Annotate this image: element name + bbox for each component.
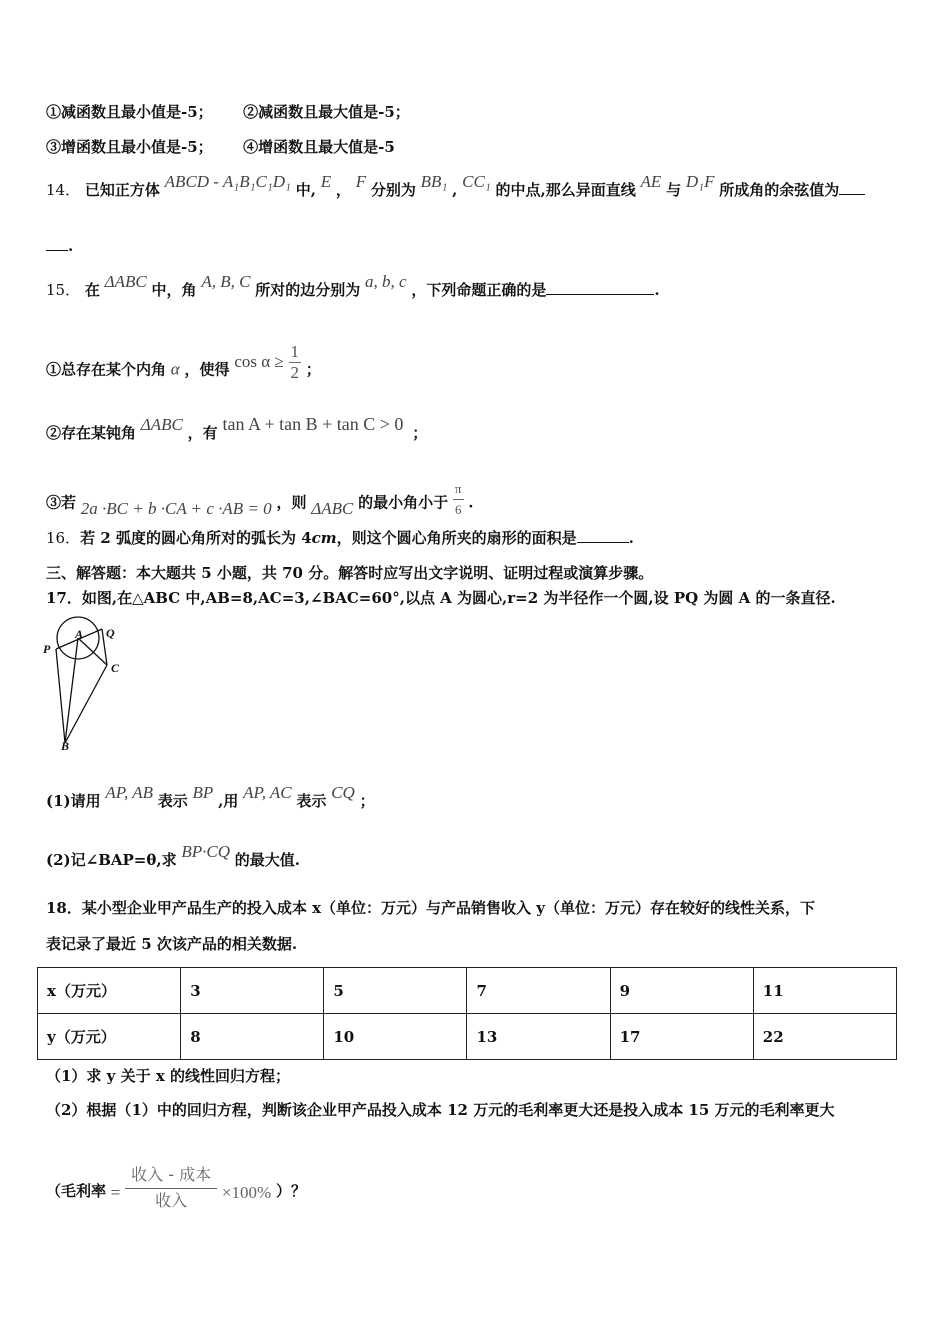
math-ap-ac: AP, AC (243, 783, 292, 802)
segment-ab (65, 638, 78, 743)
s3-end: . (468, 493, 474, 512)
s2-end: ； (412, 424, 428, 442)
table-cell: 22 (753, 1014, 896, 1060)
q15-tail: . (654, 281, 660, 299)
table-cell: 7 (467, 968, 610, 1014)
segment-pb (56, 649, 65, 743)
question-18-line-1: 18．某小型企业甲产品生产的投入成本 x（单位：万元）与产品销售收入 y（单位：万元）存在较好的线性关系，下 (46, 899, 815, 917)
q16-unit: cm (311, 529, 337, 547)
frac-num: π (453, 479, 464, 500)
frac-num: 1 (290, 342, 299, 361)
q13-option-2: ②减函数且最大值是-5； (243, 103, 410, 121)
answer-blank (46, 236, 68, 251)
q14-text: 的中点,那么异面直线 (495, 181, 636, 199)
q13-option-3-4 (46, 137, 395, 157)
formula-fraction (125, 1165, 217, 1211)
math-e: E (320, 172, 332, 191)
q13-option-3: ③增函数且最小值是-5； (46, 138, 213, 156)
q15-statement-2 (46, 414, 428, 443)
fraction-pi-over-6 (453, 479, 464, 520)
table-row (38, 1014, 897, 1060)
math-cq: CQ (331, 783, 355, 802)
q15-text: 中，角 (151, 281, 197, 299)
question-15 (46, 272, 660, 300)
label-p: P (43, 642, 51, 656)
q16-text: 若 2 弧度的圆心角所对的弧长为 4 (80, 529, 312, 547)
math-ae: AE (640, 172, 662, 191)
q14-text: ， (335, 181, 351, 199)
q14-continuation (46, 236, 73, 256)
question-16 (46, 528, 634, 548)
q13-option-1-2 (46, 102, 410, 122)
q16-text: ，则这个圆心角所夹的扇形的面积是 (336, 529, 577, 547)
table-cell: 8 (181, 1014, 324, 1060)
math-cc1: CC₁ (462, 172, 491, 191)
math-triangle: ΔABC (140, 415, 183, 434)
q15-text: 在 (84, 281, 100, 299)
p1-text: 表示 (296, 792, 327, 810)
question-number: 16． (46, 529, 81, 547)
segment-ac (78, 638, 107, 665)
s1-end: ； (305, 360, 321, 379)
q15-text: 所对的边分别为 (255, 281, 361, 299)
table-cell: 5 (324, 968, 467, 1014)
data-table (37, 967, 897, 1060)
answer-blank (546, 280, 654, 295)
formula-text: （毛利率 (46, 1182, 107, 1200)
frac-den: 2 (290, 363, 299, 382)
geometry-figure (40, 615, 140, 755)
p1-text: 表示 (157, 792, 188, 810)
q18-part-1: （1）求 y 关于 x 的线性回归方程； (46, 1067, 290, 1085)
formula-mult: ×100% (221, 1183, 272, 1202)
q13-option-1: ①减函数且最小值是-5； (46, 103, 213, 121)
frac-num: 收入 - 成本 (125, 1165, 217, 1189)
q14-text: 分别为 (370, 181, 416, 199)
question-number: 14． (46, 181, 81, 199)
formula-end: ）？ (275, 1182, 306, 1200)
q14-text: 已知正方体 (84, 181, 160, 199)
fraction-one-half (289, 342, 302, 383)
frac-den: 收入 (155, 1191, 188, 1210)
math-d1f: D₁F (685, 172, 715, 191)
label-c: C (111, 661, 120, 675)
table-row (38, 968, 897, 1014)
formula-eq: = (110, 1183, 121, 1202)
p2-end: 的最大值. (234, 851, 301, 869)
frac-den: 6 (454, 502, 462, 517)
p2-text: (2)记∠BAP=θ,求 (46, 851, 177, 869)
math-bp-dot-cq: BP·CQ (181, 842, 231, 861)
s3-text: 的最小角小于 (358, 493, 449, 512)
s2-text: ，有 (187, 424, 218, 442)
s1-text: ①总存在某个内角 (46, 360, 167, 379)
math-vector-sum: 2a ·BC + b ·CA + c ·AB = 0 (80, 498, 272, 518)
table-cell: 13 (467, 1014, 610, 1060)
p1-text: ,用 (218, 792, 239, 810)
question-number: 15． (46, 281, 81, 299)
math-ap-ab: AP, AB (105, 783, 153, 802)
question-17: 17．如图,在△ABC 中,AB=8,AC=3,∠BAC=60°,以点 A 为圆心,r=2 为半径作一个圆,设 PQ 为圆 A 的一条直径. (46, 589, 836, 607)
table-cell: 11 (753, 968, 896, 1014)
p1-end: ； (359, 792, 375, 810)
q15-statement-3 (46, 483, 474, 524)
math-bp: BP (192, 783, 214, 802)
section-heading: 三、解答题：本大题共 5 小题，共 70 分。解答时应写出文字说明、证明过程或演算步骤。 (46, 564, 654, 582)
table-cell: 3 (181, 968, 324, 1014)
answer-blank (577, 528, 629, 543)
q17-part-1 (46, 783, 375, 811)
question-14 (46, 172, 865, 200)
q18-formula (46, 1165, 306, 1211)
q14-text: 所成角的余弦值为 (719, 181, 840, 199)
q14-text: 与 (666, 181, 682, 199)
math-bb1: BB₁ (420, 172, 448, 191)
math-cube: ABCD - A₁B₁C₁D₁ (164, 172, 291, 191)
s3-text: ，则 (276, 493, 307, 512)
math-tan-sum: tan A + tan B + tan C > 0 (222, 414, 404, 434)
q15-statement-1 (46, 342, 321, 391)
math-f: F (355, 172, 367, 191)
math-triangle: ΔABC (311, 498, 354, 518)
label-a: A (75, 627, 84, 641)
q18-part-2: （2）根据（1）中的回归方程，判断该企业甲产品投入成本 12 万元的毛利率更大还是投入成本 15 万元的毛利率更大 (46, 1101, 835, 1119)
q15-text: ，下列命题正确的是 (411, 281, 547, 299)
table-cell: 17 (610, 1014, 753, 1060)
math-angles: A, B, C (201, 272, 251, 291)
q13-option-4: ④增函数且最大值是-5 (243, 138, 395, 156)
q17-part-2 (46, 842, 301, 870)
label-q: Q (106, 626, 115, 640)
row-label-x: x（万元） (38, 968, 181, 1014)
label-b: B (61, 739, 70, 753)
q14-text: , (452, 181, 458, 199)
s3-text: ③若 (46, 493, 77, 512)
answer-blank (839, 180, 865, 195)
question-18-line-2: 表记录了最近 5 次该产品的相关数据. (46, 935, 298, 953)
math-cos: cos α ≥ (234, 351, 284, 371)
s2-text: ②存在某钝角 (46, 424, 137, 442)
table-cell: 9 (610, 968, 753, 1014)
q14-tail: . (68, 237, 74, 255)
segment-cb (65, 665, 107, 743)
math-sides: a, b, c (365, 272, 407, 291)
p1-text: (1)请用 (46, 792, 101, 810)
q14-text: 中, (295, 181, 316, 199)
q16-tail: . (628, 529, 634, 547)
s1-text: ，使得 (184, 360, 230, 379)
math-triangle: ΔABC (104, 272, 147, 291)
math-alpha: α (170, 359, 180, 379)
row-label-y: y（万元） (38, 1014, 181, 1060)
table-cell: 10 (324, 1014, 467, 1060)
